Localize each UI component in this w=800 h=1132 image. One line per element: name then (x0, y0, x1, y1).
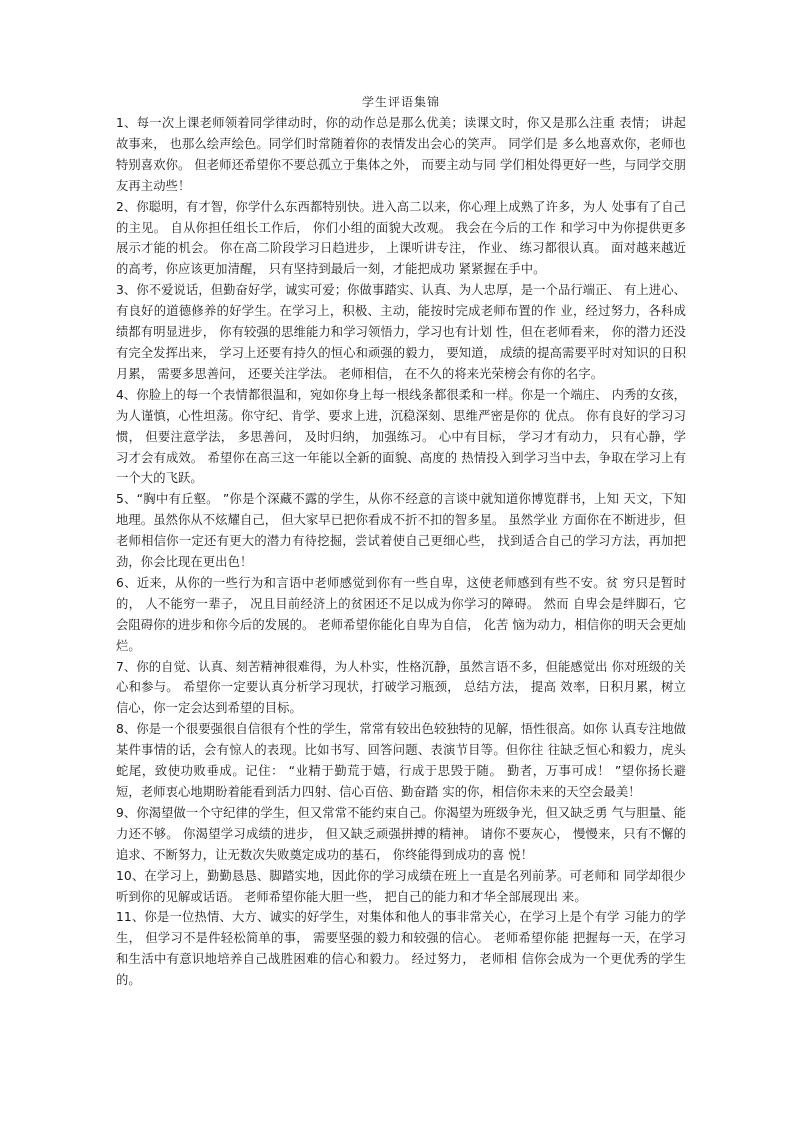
comment-paragraph: 2、你聪明，有才智，你学什么东西都特别快。进入高二以来，你心理上成熟了许多，为人 处事有了自己的主见。 自从你担任组长工作后， 你们小组的面貌大改观。 我会在今后的工作 和学习中为你提供更多展示才能的机会。 你在高二阶段学习日趋进步， 上课听讲专注， 作业、 练习都很认真。 面对越来越近的高考，你应该更加清醒， 只有坚持到最后一刻，才能把成功 紧紧握在手中。 (116, 199, 686, 277)
comment-paragraph: 11、你是一位热情、大方、诚实的好学生，对集体和他人的事非常关心，在学习上是个有学 习能力的学生， 但学习不是件轻松简单的事， 需要坚强的毅力和较强的信心。 老师希望你能 把握每一天，在学习和生活中有意识地培养自己战胜困难的信心和毅力。 经过努力， 老师相 信你会成为一个更优秀的学生的。 (116, 910, 686, 988)
comment-paragraph: 3、你不爱说话，但勤奋好学，诚实可爱；你做事踏实、认真、为人忠厚，是一个品行端正、 有上进心、有良好的道德修养的好学生。在学习上，积极、主动，能按时完成老师布置的作 业，经过努力，各科成绩都有明显进步， 你有较强的思维能力和学习领悟力，学习也有计划 性，但在老师看来， 你的潜力还没有完全发挥出来， 学习上还要有持久的恒心和顽强的毅力， 要知道， 成绩的提高需要平时对知识的日积月累， 需要多思善问， 还要关注学法。 老师相信， 在不久的将来光荣榜会有你的名字。 (116, 283, 686, 381)
comment-paragraph: 1、每一次上课老师领着同学律动时，你的动作总是那么优美；读课文时，你又是那么注重 表情； 讲起故事来， 也那么绘声绘色。同学们时常随着你的表情发出会心的笑声。 同学们是 多么地喜欢你，老师也特别喜欢你。 但老师还希望你不要总孤立于集体之外， 而要主动与同 学们相处得更好一些，与同学交朋友再主动些！ (116, 116, 686, 193)
comment-paragraph: 10、在学习上，勤勤恳恳、脚踏实地，因此你的学习成绩在班上一直是名列前茅。可老师和 同学却很少听到你的见解或话语。 老师希望你能大胆一些， 把自己的能力和才华全部展现出 来。 (116, 868, 686, 904)
comment-paragraph: 6、近来，从你的一些行为和言语中老师感觉到你有一些自卑，这使老师感到有些不安。贫 穷只是暂时的， 人不能穷一辈子， 况且目前经济上的贫困还不足以成为你学习的障碍。 然而 自卑会是绊脚石，它会阻碍你的进步和你今后的发展的。 老师希望你能化自卑为自信， 化苦 恼为动力，相信你的明天会更灿烂。 (116, 575, 686, 653)
comment-paragraph: 4、你脸上的每一个表情都很温和，宛如你身上每一根线条都很柔和一样。你是一个端庄、 内秀的女孩，为人谨慎，心性坦荡。你守纪、肯学、要求上进，沉稳深刻、思维严密是你的 优点。 你有良好的学习习惯， 但要注意学法， 多思善问， 及时归纳， 加强练习。 心中有目标， 学习才有动力， 只有心静，学习才会有成效。 希望你在高三这一年能以全新的面貌、高度的 热情投入到学习当中去，争取在学习上有一个大的飞跃。 (116, 387, 686, 486)
document-title: 学生评语集锦 (361, 95, 440, 109)
comment-paragraph: 5、“胸中有丘壑。 ”你是个深藏不露的学生，从你不经意的言谈中就知道你博览群书，上知 天文，下知地理。虽然你从不炫耀自己， 但大家早已把你看成不折不扣的智多星。 虽然学业 方面你在不断进步，但老师相信你一定还有更大的潜力有待挖掘，尝试着使自己更细心些， 找到适合自己的学习方法，再加把劲，你会比现在更出色！ (116, 492, 686, 570)
comment-paragraph: 8、你是一个很要强很自信很有个性的学生，常常有较出色较独特的见解，悟性很高。如你 认真专注地做某件事情的话，会有惊人的表现。比如书写、回答问题、表演节目等。但你往 往缺乏恒心和毅力，虎头蛇尾，致使功败垂成。记住： “业精于勤荒于嬉，行成于思毁于随。 勤者，万事可成！ ”望你扬长避短，老师衷心地期盼着能看到活力四射、信心百倍、勤奋踏 实的你，相信你未来的天空会最美！ (116, 722, 686, 799)
comment-paragraph: 7、你的自觉、认真、刻苦精神很难得，为人朴实，性格沉静，虽然言语不多，但能感觉出 你对班级的关心和参与。 希望你一定要认真分析学习现状，打破学习瓶颈， 总结方法， 提高 效率，日积月累，树立信心，你一定会达到希望的目标。 (116, 659, 686, 716)
comment-paragraph: 9、你渴望做一个守纪律的学生，但又常常不能约束自己。你渴望为班级争光，但又缺乏勇 气与胆量、能力还不够。 你渴望学习成绩的进步， 但又缺乏顽强拼搏的精神。 请你不要灰心， 慢慢来，只有不懈的追求、不断努力，让无数次失败奠定成功的基石， 你终能得到成功的喜 悦！ (116, 805, 686, 862)
document-page (116, 94, 686, 991)
comment-list (116, 113, 686, 991)
